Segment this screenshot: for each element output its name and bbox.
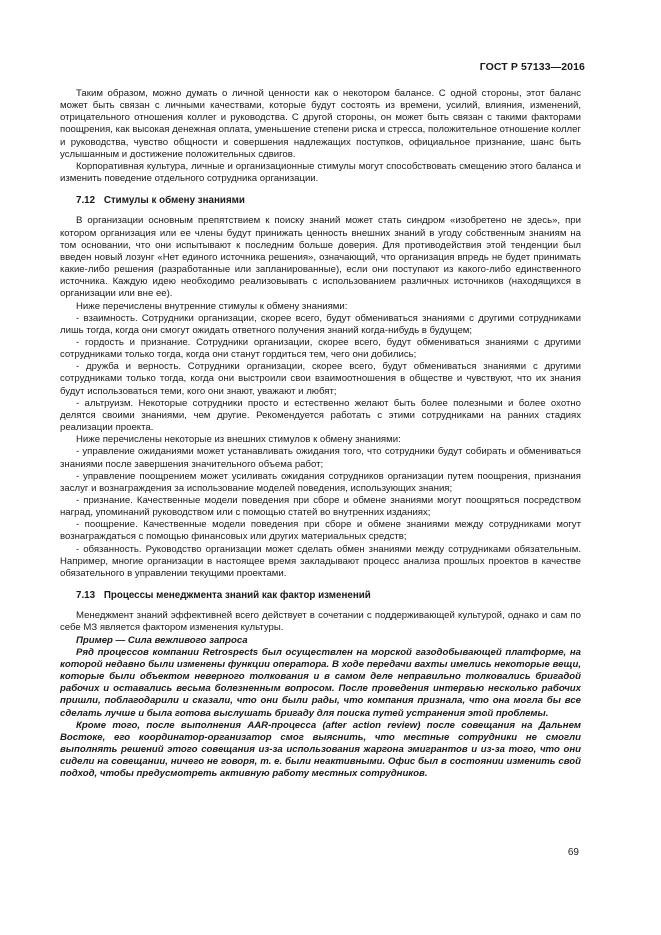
paragraph: Менеджмент знаний эффективней всего действует в сочетании с поддерживающей культурой, однако и сам по себе МЗ является фактором изменения культуры. xyxy=(60,610,581,634)
list-item: - поощрение. Качественные модели поведения при сборе и обмене знаниями между сотрудниками могут вознаграждаться с помощью финансовых или других материальных средств; xyxy=(60,519,581,543)
list-item: - гордость и признание. Сотрудники организации, скорее всего, будут обмениваться знаниями с другими сотрудниками только тогда, когда они станут гордиться тем, чего они добились; xyxy=(60,336,581,361)
section-heading-7-12 xyxy=(76,195,581,207)
page-content xyxy=(60,88,581,780)
list-item: - управление поощрением может усиливать ожидания сотрудников организации путем поощрения, признания заслуг и вознаграждения за использование моделей поведения, использующих знания; xyxy=(60,470,581,494)
example-paragraph: Кроме того, после выполнения AAR-процесса (after action review) после совещания на Дальнем Востоке, его координатор-организатор смог выяснить, что местные сотрудники не смогли выполнять решений этого совещания из-за использования жаргона эмигрантов и из-за того, что они сидели на совещании, ничего не говоря, т. е. были неактивными. Офис был в состоянии изменить свой подход, чтобы предусмотреть активную работу местных сотрудников. xyxy=(60,719,581,780)
list-item: - взаимность. Сотрудники организации, скорее всего, будут обмениваться знаниями с другими сотрудниками лишь тогда, когда они смогут ожидать ответного получения знаний когда-нибудь в будущем; xyxy=(60,312,581,336)
paragraph: Ниже перечислены внутренние стимулы к обмену знаниями: xyxy=(76,300,348,312)
section-heading-7-13 xyxy=(76,590,581,602)
document-code-header: ГОСТ Р 57133—2016 xyxy=(479,61,585,73)
paragraph: В организации основным препятствием к поиску знаний может стать синдром «изобретено не здесь», при котором организация или ее члены будут принижать ценность внешних знаний в угоду собственным знаниям на том основании, что они испытывают к последним больше доверия. Для противодействия этой тенденции был введен новый лозунг «Нет единого источника решения», означающий, что организация впредь не будет принимать какие-либо решения (разработанные или запланированные), если они поступают из какого-либо единственного источника. Каждую идею необходимо реализовывать с использованием различных источников (находящихся в организации или вне ее). xyxy=(60,215,581,300)
list-item: - дружба и верность. Сотрудники организации, скорее всего, будут обмениваться знаниями с другими сотрудниками только тогда, когда они выстроили свои взаимоотношения в обществе и чувствуют, что их знания будут использоваться теми, кого они знают, уважают и любят; xyxy=(60,361,581,397)
section-title: Процессы менеджмента знаний как фактор изменений xyxy=(103,590,371,602)
example-title: Пример — Сила вежливого запроса xyxy=(76,634,248,646)
section-title: Стимулы к обмену знаниями xyxy=(103,195,245,207)
page-number: 69 xyxy=(567,847,579,858)
section-number: 7.12 xyxy=(76,195,96,207)
paragraph: Таким образом, можно думать о личной ценности как о некотором балансе. С одной стороны, этот баланс может быть связан с личными качествами, которые будут состоять из времени, усилий, влияния, изменений, отрицательного отношения коллег и руководства. С другой стороны, он может быть связан с такими факторами поощрения, как высокая денежная оплата, уменьшение степени риска и стресса, положительное отношение коллег и руководства, чувство общности и совершения надлежащих поступков, официальное признание, шанс быть услышанным и достижение положительных сдвигов. xyxy=(60,88,581,160)
example-paragraph: Ряд процессов компании Retrospects был осуществлен на морской газодобывающей платформе, на которой недавно были изменены функции оператора. В ходе передачи вахты имелись некоторые вещи, которые были объектом неверного толкования и в самом деле неправильно толковались бригадой рабочих и оставались весьма болезненным вопросом. После проведения интервью несколько рабочих пришли, поблагодарили и сказали, что они были рады, что компания признала, что она могла бы все сделать лучше и была готова выслушать бригаду для поиска путей устранения этой проблемы. xyxy=(60,646,581,719)
list-item: - управление ожиданиями может устанавливать ожидания того, что сотрудники будут собирать и обмениваться знаниями после завершения значительного объема работ; xyxy=(60,446,581,470)
list-item: - признание. Качественные модели поведения при сборе и обмене знаниями могут поощряться посредством наград, упоминаний руководством или с помощью статей во внутренних изданиях; xyxy=(60,495,581,519)
paragraph: Ниже перечислены некоторые из внешних стимулов к обмену знаниями: xyxy=(76,434,401,446)
list-item: - альтруизм. Некоторые сотрудники просто и естественно желают быть более полезными и более охотно делятся своими знаниями, чем другие. Рекомендуется работать с этими сотрудниками на ранних стадиях реализации проекта. xyxy=(60,397,581,434)
section-number: 7.13 xyxy=(76,590,96,602)
list-item: - обязанность. Руководство организации может сделать обмен знаниями между сотрудниками обязательным. Например, многие организации в настоящее время закладывают процесс анализа прошлых проектов в качестве обязательного в управлении текущими проектами. xyxy=(60,543,581,579)
paragraph: Корпоративная культура, личные и организационные стимулы могут способствовать смещению этого баланса и изменить поведение отдельного сотрудника организации. xyxy=(60,160,581,185)
